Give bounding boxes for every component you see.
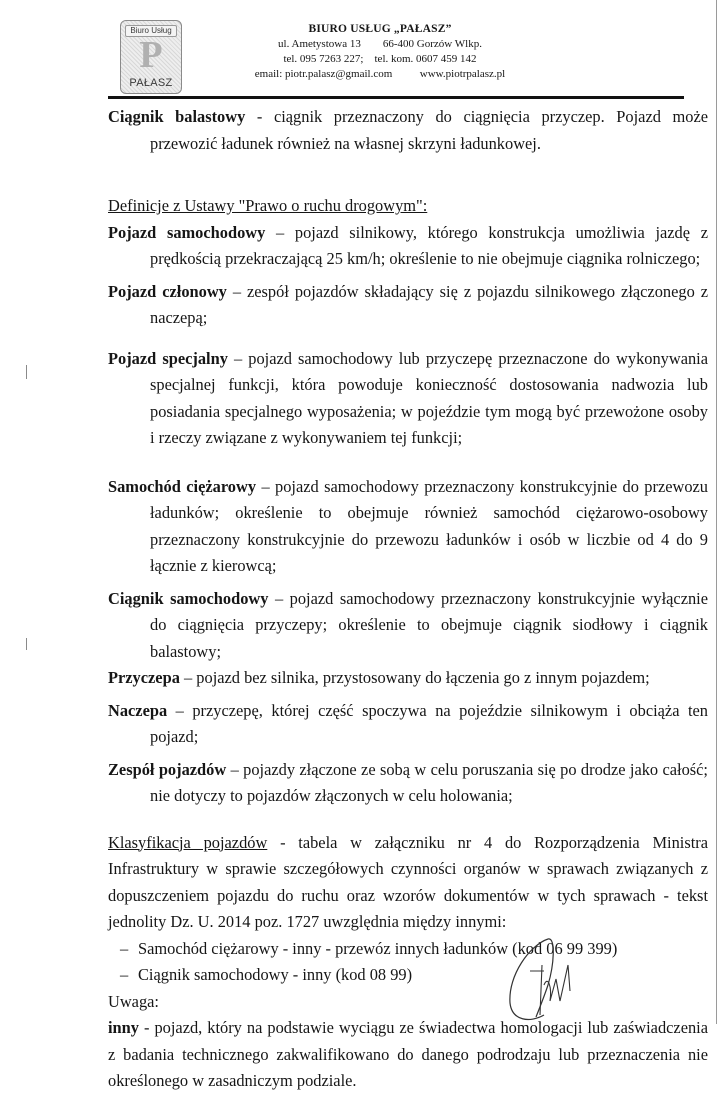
address-city: 66-400 Gorzów Wlkp. [382,38,482,50]
contact-row [250,67,510,82]
definition-text: – pojazd bez silnika, przystosowany do łączenia go z innym pojazdem; [179,668,650,687]
phone-row [250,52,510,67]
definition-term: Pojazd specjalny [108,348,228,368]
definition-text: – pojazd samochodowy lub przyczepę przeznaczone do wykonywania specjalnej funkcji, która powoduje konieczność dostosowania nadwozia lub posiadania specjalnego wyposażenia; w pojeździe tym mogą być przewożone osoby i rzeczy związane z wykonywaniem tej funkcji; [150,348,708,447]
logo-letter: P [139,34,163,76]
definition-text: – przyczepę, której część spoczywa na pojeździe silnikowym i obciąża ten pojazd; [150,700,708,746]
letterhead [250,22,510,82]
definition-term: Ciągnik balastowy [108,107,246,126]
list-item [108,962,708,989]
definition-term: Zespół pojazdów [108,759,227,779]
website-link[interactable]: www.piotrpalasz.pl [419,68,506,80]
definition-samochod-ciezarowy [108,474,708,580]
definition-term: Ciągnik samochodowy [108,588,269,608]
definitions-section-title: Definicje z Ustawy "Prawo o ruchu drogowym": [108,196,428,215]
note-label: Uwaga: [108,991,159,1011]
note-text: - pojazd, który na podstawie wyciągu ze świadectwa homologacji lub zaświadczenia z badania technicznego zakwalifikowano do danego podrodzaju lub przeznaczenia nie określonego w zasadniczym podziale. [108,1018,708,1090]
definition-text: – pojazdy złączone ze sobą w celu poruszania się po drodze jako całość; nie dotyczy to pojazdów złączonych w celu holowania; [150,759,708,805]
logo-bottom-text: PAŁASZ [129,77,173,89]
definition-pojazd-specjalny [108,346,708,452]
definition-naczepa [108,698,708,751]
list-item-text: Samochód ciężarowy - inny - przewóz innych ładunków (kod 06 99 399) [138,938,618,958]
scan-page-edge [716,0,717,1024]
scan-margin-mark [26,365,27,379]
classification-text: - tabela w załączniku nr 4 do Rozporządzenia Ministra Infrastruktury w sprawie szczegółowych czynności organów w sprawach związanych z dopuszczeniem pojazdu do ruchu oraz wzorów dokumentów w tych sprawach - tekst jednolity Dz. U. 2014 poz. 1727 uwzględnia między innymi: [108,832,708,931]
definition-term: Pojazd samochodowy [108,222,266,242]
classification-list [108,936,708,989]
handwritten-signature-icon [500,935,600,1025]
mobile-phone: tel. kom. 0607 459 142 [374,53,477,65]
address-street: ul. Ametystowa 13 [278,38,361,50]
definition-text: – pojazd silnikowy, którego konstrukcja umożliwia jazdę z prędkością przekraczającą 25 km/h; określenie to nie obejmuje ciągnika rolniczego; [150,222,708,268]
definition-pojazd-samochodowy [108,220,708,273]
address-row [250,37,510,52]
header-divider [108,96,684,99]
list-item-text: Ciągnik samochodowy - inny (kod 08 99) [138,965,413,984]
dash-bullet-icon: – [120,965,129,984]
definition-term: Samochód ciężarowy [108,476,257,496]
list-item [108,936,708,963]
phone: tel. 095 7263 227; [283,53,364,65]
definition-term: Przyczepa [108,668,180,687]
definition-ciagnik-samochodowy [108,586,708,666]
classification-title: Klasyfikacja pojazdów [108,832,268,852]
company-name: BIURO USŁUG „PAŁASZ” [308,23,452,35]
scan-margin-mark [26,638,27,650]
dash-bullet-icon: – [120,938,129,958]
definition-text: – zespół pojazdów składający się z pojazdu silnikowego złączonego z naczepą; [150,281,709,327]
logo-top-text: Biuro Usług [125,25,177,37]
document-body [108,104,708,1095]
definition-text: – pojazd samochodowy przeznaczony konstrukcyjnie do przewozu ładunków; określenie to obejmuje również samochód ciężarowo-osobowy przeznaczony konstrukcyjnie do przewozu ładunków i osób w liczbie od 4 do 9 łącznie z kierowcą; [150,476,708,575]
note-paragraph [108,1015,708,1095]
definition-term: Pojazd członowy [108,281,227,301]
definition-pojazd-czlonowy [108,279,708,332]
definition-zespol-pojazdow [108,757,708,810]
email-link[interactable]: email: piotr.palasz@gmail.com [254,68,393,80]
definition-text: - ciągnik przeznaczony do ciągnięcia przyczep. Pojazd może przewozić ładunek również na własnej skrzyni ładunkowej. [150,107,709,153]
definition-term: Naczepa [108,700,168,720]
company-logo [120,20,182,94]
definition-ciagnik-balastowy [108,104,708,157]
note-term: inny [108,1018,139,1037]
classification-paragraph [108,830,708,936]
definition-przyczepa [108,665,708,692]
definition-text: – pojazd samochodowy przeznaczony konstrukcyjnie wyłącznie do ciągnięcia przyczepy; określenie to obejmuje ciągnik siodłowy i ciągnik balastowy; [150,588,708,661]
